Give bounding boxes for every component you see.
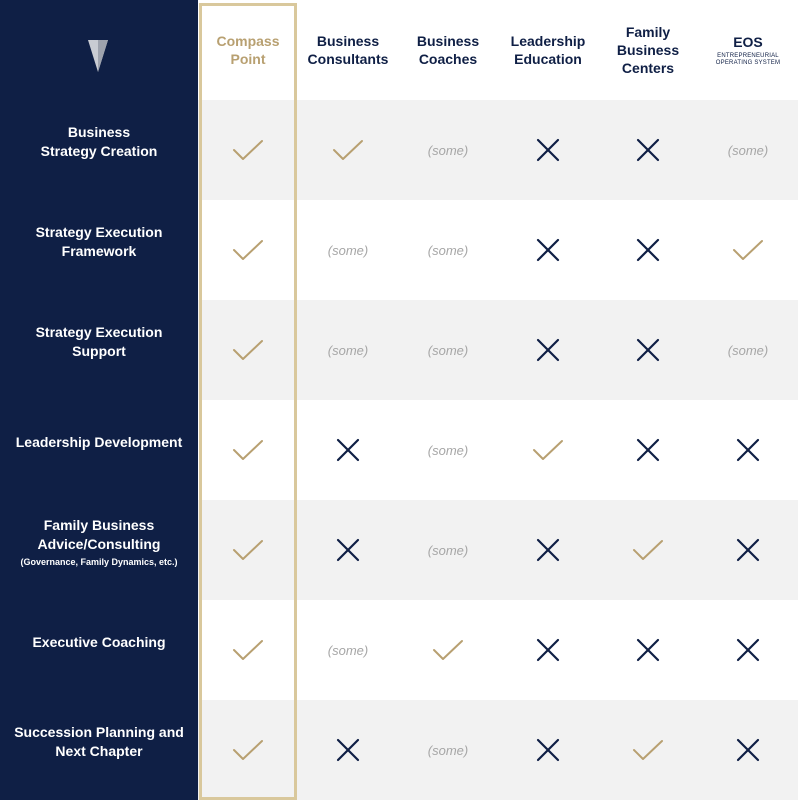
cross-icon [636,138,660,162]
row-label [0,292,198,392]
cross-icon [336,738,360,762]
table-cell-family [598,500,698,600]
table-cell-leadership [498,300,598,400]
table-cell-family [598,200,698,300]
column-header-line: Point [230,51,266,67]
column-header-sublabel [708,53,788,67]
column-header-line: Centers [621,60,675,76]
column-header-line: Education [514,51,582,67]
table-cell-consultants [298,600,398,700]
some-label: (some) [427,542,469,558]
row-label [0,692,198,792]
cross-icon [736,638,760,662]
column-header-sublabel-line: OPERATING SYSTEM [715,60,781,66]
check-icon [332,138,364,162]
cross-icon [736,738,760,762]
some-label: (some) [427,442,469,458]
row-label-line: Strategy Execution [35,324,163,340]
cross-icon [636,338,660,362]
row-label-line: Family Business [43,516,155,533]
some-label: (some) [427,342,469,358]
table-cell-consultants [298,200,398,300]
compass-arrow-logo-icon [88,40,108,72]
table-cell-coaches [398,200,498,300]
some-label: (some) [427,742,469,758]
column-header-leadership [498,0,598,100]
table-cell-consultants [298,300,398,400]
column-header-line: Consultants [307,51,389,67]
table-cell-coaches [398,100,498,200]
cross-icon [536,638,560,662]
table-cell-eos [698,600,798,700]
table-cell-consultants [298,400,398,500]
some-label: (some) [727,342,769,358]
check-icon [232,538,264,562]
column-header-line: Business [316,33,380,49]
check-icon [432,638,464,662]
table-cell-eos [698,400,798,500]
column-header-coaches [398,0,498,100]
column-header-line: Coaches [418,51,478,67]
row-label [0,492,198,592]
check-icon [232,138,264,162]
check-icon [232,238,264,262]
table-cell-consultants [298,500,398,600]
column-header-sublabel-line: ENTREPRENEURIAL [717,53,779,59]
check-icon [732,238,764,262]
check-icon [232,438,264,462]
cross-icon [536,538,560,562]
check-icon [232,738,264,762]
table-cell-compass [198,100,298,200]
column-header-line: Business [416,33,480,49]
table-cell-leadership [498,400,598,500]
table-cell-compass [198,200,298,300]
table-cell-eos [698,700,798,800]
row-label-line: Framework [61,243,137,259]
some-label: (some) [727,142,769,158]
row-label-line: Leadership Development [15,433,183,450]
cross-icon [736,438,760,462]
table-cell-coaches [398,700,498,800]
cross-icon [636,438,660,462]
table-cell-family [598,300,698,400]
table-cell-eos [698,300,798,400]
table-cell-leadership [498,700,598,800]
column-header-eos [698,0,798,100]
row-label-line: Strategy Creation [40,143,158,159]
table-cell-family [598,600,698,700]
column-header-consultants [298,0,398,100]
table-cell-leadership [498,600,598,700]
table-cell-coaches [398,600,498,700]
cross-icon [636,638,660,662]
row-label [0,392,198,492]
row-label-line: Business [67,124,131,140]
table-cell-family [598,100,698,200]
cross-icon [336,438,360,462]
some-label: (some) [427,142,469,158]
check-icon [232,338,264,362]
row-label-line: Next Chapter [55,743,143,759]
row-label [0,592,198,692]
table-cell-leadership [498,200,598,300]
row-label-line: Advice/Consulting [37,535,161,552]
row-label [0,92,198,192]
some-label: (some) [327,342,369,358]
table-cell-eos [698,100,798,200]
row-label-panel [0,0,198,800]
table-cell-eos [698,500,798,600]
table-cell-coaches [398,300,498,400]
table-cell-coaches [398,400,498,500]
some-label: (some) [327,242,369,258]
table-cell-leadership [498,500,598,600]
check-icon [532,438,564,462]
column-header-family [598,0,698,100]
table-cell-compass [198,600,298,700]
row-label-line: Executive Coaching [32,633,166,650]
column-header-line: Family [625,24,671,40]
table-cell-family [598,700,698,800]
check-icon [632,738,664,762]
table-cell-consultants [298,100,398,200]
table-cell-compass [198,300,298,400]
cross-icon [536,738,560,762]
column-header-line: Business [616,42,680,58]
column-header-line: Compass [216,33,280,49]
table-cell-leadership [498,100,598,200]
table-cell-eos [698,200,798,300]
column-header-compass [198,0,298,100]
table-cell-coaches [398,500,498,600]
row-label-line: Succession Planning and [14,724,184,740]
table-cell-family [598,400,698,500]
some-label: (some) [327,642,369,658]
cross-icon [736,538,760,562]
table-cell-compass [198,400,298,500]
row-label-sublabel: (Governance, Family Dynamics, etc.) [20,556,178,567]
column-header-line: EOS [733,34,763,50]
cross-icon [536,238,560,262]
table-cell-compass [198,700,298,800]
check-icon [232,638,264,662]
cross-icon [536,138,560,162]
table-cell-consultants [298,700,398,800]
cross-icon [536,338,560,362]
cross-icon [636,238,660,262]
row-label-line: Support [72,343,126,359]
row-label [0,192,198,292]
table-cell-compass [198,500,298,600]
check-icon [632,538,664,562]
column-header-line: Leadership [510,33,586,49]
some-label: (some) [427,242,469,258]
row-label-line: Strategy Execution [35,224,163,240]
cross-icon [336,538,360,562]
